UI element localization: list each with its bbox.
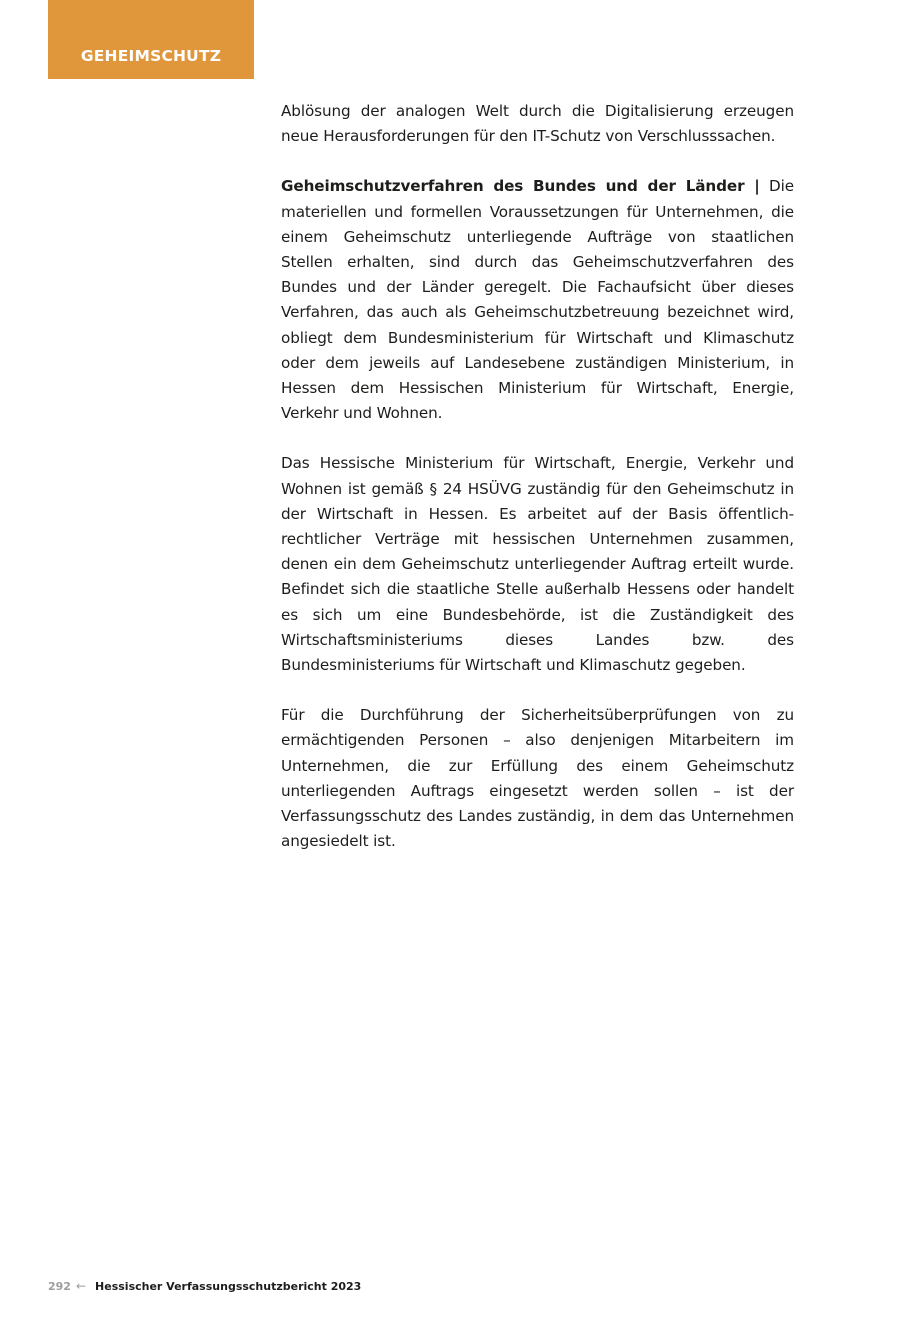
paragraph-text: Die materiellen und formellen Voraussetzungen für Unternehmen, die einem Geheimschutz unterliegende Aufträge von staatlichen Stellen erhalten, sind durch das Geheimschutzverfahren des Bundes und der Länder geregelt. Die Fachaufsicht über dieses Verfahren, das auch als Geheimschutzbetreuung bezeichnet wird, obliegt dem Bundesministerium für Wirtschaft und Klimaschutz oder dem jeweils auf Landesebene zuständigen Ministerium, in Hessen dem Hessischen Ministerium für Wirtschaft, Energie, Verkehr und Wohnen. [281,177,794,423]
paragraph-ministerium [281,451,794,678]
publication-title: Hessischer Verfassungsschutzbericht 2023 [95,1279,362,1293]
paragraph-text: Ablösung der analogen Welt durch die Digitalisierung erzeugen neue Herausforderungen für den IT-Schutz von Verschlusssachen. [281,102,794,146]
section-label: GEHEIMSCHUTZ [80,46,222,65]
main-content [281,99,794,879]
page-footer [48,1279,361,1293]
paragraph-sicherheitsueberpruefung [281,703,794,854]
section-tab [48,0,254,79]
paragraph-text: Das Hessische Ministerium für Wirtschaft, Energie, Verkehr und Wohnen ist gemäß § 24 HSÜVG zuständig für den Geheimschutz in der Wirtschaft in Hessen. Es arbeitet auf der Basis öffentlich-rechtlicher Verträge mit hessischen Unternehmen zusammen, denen ein dem Geheimschutz unterliegender Auftrag erteilt wurde. Befindet sich die staatliche Stelle außerhalb Hessens oder handelt es sich um eine Bundesbehörde, ist die Zuständigkeit des Wirtschaftsministeriums dieses Landes bzw. des Bundesministeriums für Wirtschaft und Klimaschutz gegeben. [281,454,794,675]
arrow-left-icon[interactable]: ← [75,1279,87,1293]
paragraph-text: Für die Durchführung der Sicherheitsüberprüfungen von zu ermächtigenden Personen – also denjenigen Mitarbeitern im Unternehmen, die zur Erfüllung des einem Geheimschutz unterliegenden Auftrags eingesetzt werden sollen – ist der Verfassungsschutz des Landes zuständig, in dem das Unternehmen angesiedelt ist. [281,706,794,851]
paragraph-heading: Geheimschutzverfahren des Bundes und der Länder | [281,177,760,196]
paragraph-geheimschutzverfahren [281,174,794,426]
page-number: 292 [48,1279,71,1293]
paragraph-intro [281,99,794,149]
